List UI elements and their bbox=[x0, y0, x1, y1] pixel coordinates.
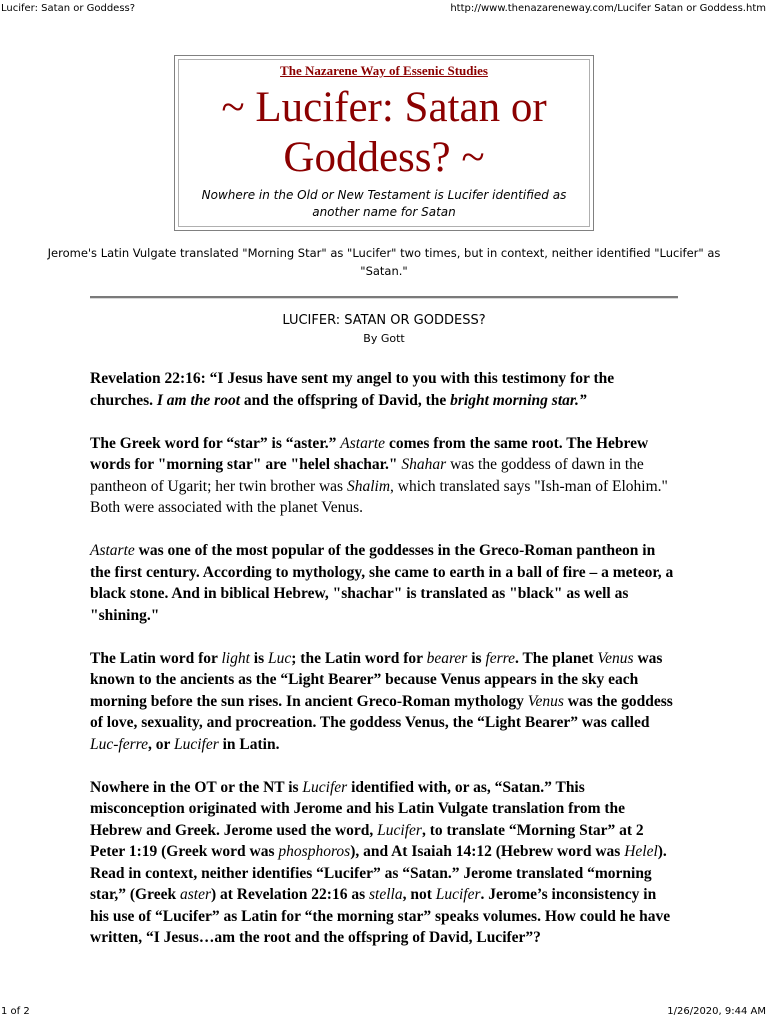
text-run-emphasis: Lucifer bbox=[302, 778, 348, 796]
text-run: , which translated says "Ish-man of Elohim." Both were associated with the planet Venus. bbox=[90, 477, 668, 516]
print-page-number: 1 of 2 bbox=[1, 1006, 30, 1017]
text-run-emphasis: Lucifer bbox=[377, 821, 422, 839]
text-run: , to translate “Morning Star” at 2 Peter 1:19 (Greek word was bbox=[90, 821, 644, 860]
text-run: Nowhere in the OT or the NT is bbox=[90, 778, 303, 796]
text-run: The Latin word for bbox=[90, 649, 222, 667]
text-run: The Greek word for “star” is “aster.” bbox=[90, 434, 341, 452]
text-run: , or bbox=[147, 735, 174, 753]
text-run: and the offspring of David, the bbox=[240, 391, 451, 409]
print-footer bbox=[0, 1006, 768, 1020]
page-title-line2: Goddess? ~ bbox=[283, 134, 485, 181]
text-run-emphasis: Astarte bbox=[90, 542, 135, 559]
text-run: ; the Latin word for bbox=[291, 649, 427, 667]
paragraph-revelation bbox=[90, 368, 678, 411]
paragraph-greek-word bbox=[90, 433, 678, 519]
title-box-inner bbox=[178, 59, 590, 227]
page-title-line1: ~ Lucifer: Satan or bbox=[221, 84, 547, 131]
text-run: was the goddess of dawn in the pantheon of Ugarit; her twin brother was bbox=[90, 456, 644, 495]
horizontal-divider bbox=[90, 296, 678, 299]
text-run-emphasis: light bbox=[221, 649, 250, 667]
text-run-emphasis: Luc-ferre bbox=[90, 735, 148, 753]
paragraph-latin-word bbox=[90, 648, 678, 756]
print-header bbox=[0, 3, 768, 17]
text-run: was one of the most popular of the goddesses in the Greco-Roman pantheon in the first century. According to mythology, she came to earth in a ball of fire – a meteor, a black stone. And in biblical Hebrew, "shachar" is translated as "black" as well as "shining." bbox=[90, 542, 674, 624]
text-run: . The planet bbox=[515, 649, 598, 667]
text-run-emphasis: ferre bbox=[485, 649, 515, 667]
title-box bbox=[174, 55, 594, 231]
text-run: . Jerome’s inconsistency in his use of “Lucifer” as Latin for “the morning star” speaks volumes. How could he have written, “I Jesus…am the root and the offspring of David, Lucifer”? bbox=[90, 886, 671, 946]
text-run: identified with, or as, “Satan.” This misconception originated with Jerome and his Latin Vulgate translation from the Hebrew and Greek. Jerome used the word, bbox=[90, 778, 626, 839]
text-run: ). Read in context, neither identifies “Lucifer” as “Satan.” Jerome translated “morning star,” (Greek bbox=[90, 843, 667, 903]
paragraph-astarte bbox=[90, 540, 678, 626]
print-page-title: Lucifer: Satan or Goddess? bbox=[1, 3, 136, 14]
text-run: is bbox=[249, 649, 268, 667]
text-run: comes from the same root. The Hebrew words for "morning star" are "helel shachar." bbox=[90, 434, 649, 473]
text-run-emphasis: Venus bbox=[597, 649, 634, 667]
text-run-emphasis: Astarte bbox=[340, 434, 386, 452]
text-run-emphasis: stella bbox=[368, 886, 403, 903]
title-subtitle: Nowhere in the Old or New Testament is Lucifer identified as another name for Satan bbox=[201, 188, 567, 219]
text-run: in Latin. bbox=[218, 735, 280, 753]
text-run: is bbox=[467, 649, 486, 667]
article-heading: LUCIFER: SATAN OR GODDESS? bbox=[282, 313, 486, 328]
text-run: ), and At Isaiah 14:12 (Hebrew word was bbox=[350, 843, 625, 860]
text-run-emphasis: Lucifer bbox=[435, 886, 481, 903]
article-body bbox=[90, 368, 678, 970]
text-run-emphasis: bright morning star.” bbox=[450, 391, 587, 409]
print-url: http://www.thenazareneway.com/Lucifer Satan or Goddess.htm bbox=[450, 3, 766, 14]
print-timestamp: 1/26/2020, 9:44 AM bbox=[667, 1006, 766, 1017]
text-run-emphasis: I am the root bbox=[156, 391, 240, 409]
text-run: , not bbox=[402, 886, 436, 903]
text-run-emphasis: Helel bbox=[624, 843, 658, 860]
text-run-emphasis: Venus bbox=[527, 692, 564, 710]
text-run: Revelation 22:16: “I Jesus have sent my angel to you with this testimony for the churches. bbox=[90, 370, 615, 409]
text-run-emphasis: Shahar bbox=[401, 456, 447, 473]
site-link[interactable]: The Nazarene Way of Essenic Studies bbox=[280, 63, 488, 78]
text-run: was the goddess of love, sexuality, and procreation. The goddess Venus, the “Light Bearer” was called bbox=[90, 692, 673, 731]
article-byline: By Gott bbox=[363, 332, 405, 345]
text-run-emphasis: phosphoros bbox=[278, 843, 351, 860]
text-run: ) at Revelation 22:16 as bbox=[210, 886, 369, 903]
text-run-emphasis: bearer bbox=[426, 649, 468, 667]
text-run: was known to the ancients as the “Light Bearer” because Venus appears in the sky each morning before the sun rises. In ancient Greco-Roman mythology bbox=[90, 649, 663, 710]
text-run-emphasis: Shalim bbox=[346, 477, 391, 495]
paragraph-nowhere bbox=[90, 777, 678, 949]
intro-text: Jerome's Latin Vulgate translated "Morning Star" as "Lucifer" two times, but in context, neither identified "Lucifer" as "Satan." bbox=[47, 246, 721, 278]
text-run-emphasis: Luc bbox=[268, 649, 292, 667]
page-title bbox=[179, 83, 589, 183]
text-run-emphasis: Lucifer bbox=[173, 735, 219, 753]
text-run-emphasis: aster bbox=[179, 886, 211, 903]
